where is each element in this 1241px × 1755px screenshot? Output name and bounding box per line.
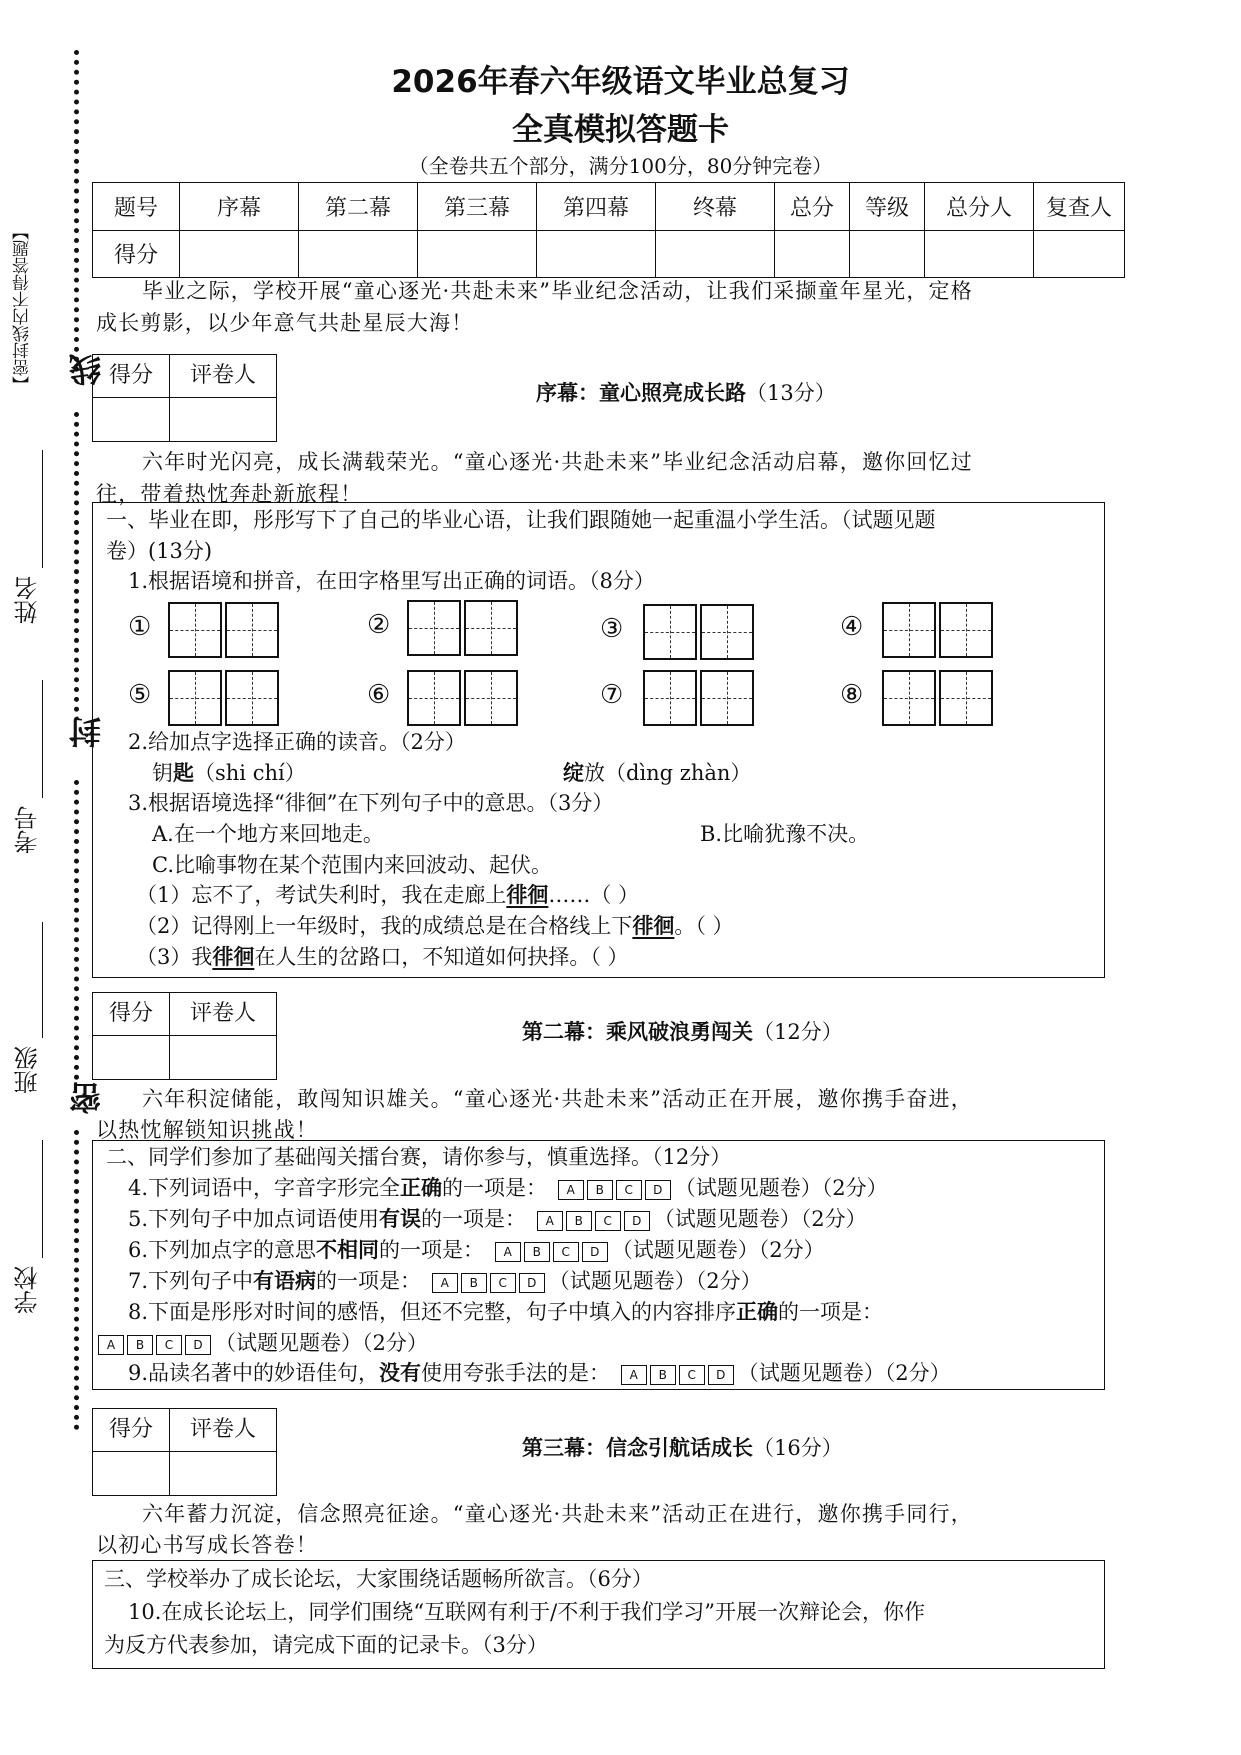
q3-option-b: B.比喻犹豫不决。 [700,822,870,846]
option-a-box[interactable]: A [495,1242,521,1262]
exam-note: （全卷共五个部分，满分100分，80分钟完卷） [408,154,833,178]
option-d-box[interactable]: D [645,1180,671,1200]
q3-item[interactable]: （3）我徘徊在人生的岔路口，不知道如何抉择。（ ） [136,945,629,969]
section3-intro-line-2: 以初心书写成长答卷！ [96,1533,318,1557]
grader-reviewer-label: 评卷人 [189,1417,256,1442]
school-underline[interactable] [42,1140,43,1258]
class-label: 班级 [14,1046,42,1094]
section2-intro-line-2: 以热忱解锁知识挑战！ [96,1118,318,1142]
tianzige-cell[interactable] [464,600,518,656]
exam-number-underline[interactable] [42,680,43,798]
blank-number: ① [128,612,152,642]
seal-dotted-line-mid1 [74,412,79,712]
score-header-cell: 第四幕 [537,183,656,231]
score-row-label: 得分 [93,230,180,278]
blank-number: ⑦ [600,680,624,710]
tianzige-cell[interactable] [407,600,461,656]
seal-dotted-line-mid2 [74,780,79,1080]
section3-intro-line-1: 六年蓄力沉淀，信念照亮征途。“童心逐光·共赴未来”活动正在进行，邀你携手同行， [142,1502,973,1526]
q7-options [432,1273,545,1293]
section3-title: 第三幕：信念引航话成长（16分） [522,1436,843,1460]
grader-box-s3 [92,1408,277,1496]
option-d-box[interactable]: D [519,1273,545,1293]
option-c-box[interactable]: C [156,1335,182,1355]
seal-line-char: 线 [68,354,106,386]
blank-number: ③ [600,614,624,644]
tianzige-cell[interactable] [882,670,936,726]
name-underline[interactable] [42,450,43,568]
seal-dotted-line-bottom [74,1130,79,1430]
blank-number: ⑥ [367,680,391,710]
school-label: 学校 [14,1266,42,1314]
tianzige-cell[interactable] [168,602,222,658]
score-cell[interactable] [1034,230,1125,278]
q1-prompt: 1.根据语境和拼音，在田字格里写出正确的词语。（8分） [128,569,655,593]
q3-option-a: A.在一个地方来回地走。 [152,822,384,846]
score-header-cell: 复查人 [1034,183,1125,231]
score-header-cell: 终幕 [656,183,775,231]
score-table-header-row [93,183,1125,231]
grader-reviewer-label: 评卷人 [189,1001,256,1026]
score-table-score-row [93,230,1125,278]
q3-option-c: C.比喻事物在某个范围内来回波动、起伏。 [152,853,552,877]
score-cell[interactable] [656,230,775,278]
q5-line: 5.下列句子中加点词语使用有误的一项是： A B C D （试题见题卷）（2分） [128,1207,867,1231]
q8-options [98,1335,211,1355]
option-b-box[interactable]: B [587,1180,613,1200]
tianzige-cell[interactable] [700,670,754,726]
option-d-box[interactable]: D [708,1365,734,1385]
blank-number: ⑧ [840,680,864,710]
score-table [92,182,1125,278]
q6-options [495,1242,608,1262]
option-c-box[interactable]: C [595,1211,621,1231]
option-b-box[interactable]: B [566,1211,592,1231]
q4-options [558,1180,671,1200]
exam-title: 2026年春六年级语文毕业总复习 [391,64,850,100]
option-b-box[interactable]: B [127,1335,153,1355]
option-b-box[interactable]: B [524,1242,550,1262]
tianzige-cell[interactable] [939,602,993,658]
section2-title: 第二幕：乘风破浪勇闯关（12分） [522,1020,843,1044]
score-header-cell: 第二幕 [299,183,418,231]
score-header-cell: 第三幕 [418,183,537,231]
score-cell[interactable] [850,230,925,278]
option-c-box[interactable]: C [616,1180,642,1200]
grader-score-label: 得分 [108,1001,153,1026]
intro-line-2: 成长剪影，以少年意气共赴星辰大海！ [96,311,474,335]
option-c-box[interactable]: C [679,1365,705,1385]
section1-intro-line-1: 六年时光闪亮，成长满载荣光。“童心逐光·共赴未来”毕业纪念活动启幕，邀你回忆过 [142,450,973,474]
option-a-box[interactable]: A [432,1273,458,1293]
score-cell[interactable] [299,230,418,278]
blank-number: ⑤ [128,680,152,710]
option-d-box[interactable]: D [582,1242,608,1262]
q-part3-head: 三、学校举办了成长论坛，大家围绕话题畅所欲言。（6分） [104,1567,653,1591]
exam-number-label: 考号 [14,806,42,854]
tianzige-cell[interactable] [643,604,697,660]
q10-line-2: 为反方代表参加，请完成下面的记录卡。（3分） [104,1633,548,1657]
option-a-box[interactable]: A [537,1211,563,1231]
grader-box-s2 [92,992,277,1080]
q9-options [621,1365,734,1385]
tianzige-cell[interactable] [225,602,279,658]
q3-item[interactable]: （2）记得刚上一年级时，我的成绩总是在合格线上下徘徊。（ ） [136,914,734,938]
q8-line-2: A B C D （试题见题卷）（2分） [98,1328,428,1358]
q9-line: 9.品读名著中的妙语佳句，没有使用夸张手法的是： A B C D （试题见题卷）（2分） [128,1361,951,1385]
blank-number: ④ [840,612,864,642]
name-label: 姓名 [14,576,42,624]
q4-line: 4.下列词语中，字音字形完全正确的一项是： A B C D （试题见题卷）（2分） [128,1176,888,1200]
grader-score-label: 得分 [108,1417,153,1442]
score-header-cell: 总分 [775,183,850,231]
q2-item-b: 绽放（dìng zhàn） [563,761,752,785]
section1-title: 序幕：童心照亮成长路（13分） [536,381,836,405]
option-d-box[interactable]: D [185,1335,211,1355]
seal-note: 【密封线内不得答题】 [13,223,33,393]
grader-score-label: 得分 [108,363,153,388]
option-a-box[interactable]: A [98,1335,124,1355]
score-header-cell: 总分人 [925,183,1034,231]
q10-line-1: 10.在成长论坛上，同学们围绕“互联网有利于/不利于我们学习”开展一次辩论会，你作 [128,1600,925,1624]
q2-item-a: 钥匙（shi chí） [152,761,306,785]
tianzige-cell[interactable] [464,670,518,726]
section2-intro-line-1: 六年积淀储能，敢闯知识雄关。“童心逐光·共赴未来”活动正在开展，邀你携手奋进， [142,1087,973,1111]
option-a-box[interactable]: A [558,1180,584,1200]
option-b-box[interactable]: B [650,1365,676,1385]
tianzige-cell[interactable] [882,602,936,658]
section1-intro-line-2: 往，带着热忱奔赴新旅程！ [96,482,363,506]
score-cell[interactable] [775,230,850,278]
q7-line: 7.下列句子中有语病的一项是： A B C D （试题见题卷）（2分） [128,1269,762,1293]
tianzige-cell[interactable] [643,670,697,726]
tianzige-cell[interactable] [407,670,461,726]
q3-prompt: 3.根据语境选择“徘徊”在下列句子中的意思。（3分） [128,791,614,815]
blank-number: ② [367,610,391,640]
grader-reviewer-label: 评卷人 [189,363,256,388]
score-cell[interactable] [537,230,656,278]
option-a-box[interactable]: A [621,1365,647,1385]
grader-box-s1 [92,354,277,442]
seal-feng-char: 封 [68,716,106,748]
score-cell[interactable] [180,230,299,278]
q3-item[interactable]: （1）忘不了，考试失利时，我在走廊上徘徊……（ ） [136,883,640,907]
q-part1-head-line-1: 一、毕业在即，彤彤写下了自己的毕业心语，让我们跟随她一起重温小学生活。（试题见题 [106,508,936,532]
score-cell[interactable] [925,230,1034,278]
option-d-box[interactable]: D [624,1211,650,1231]
score-header-cell: 序幕 [180,183,299,231]
option-b-box[interactable]: B [461,1273,487,1293]
option-c-box[interactable]: C [553,1242,579,1262]
q8-line-1: 8.下面是彤彤对时间的感悟，但还不完整，句子中填入的内容排序正确的一项是： [128,1300,884,1324]
tianzige-cell[interactable] [168,670,222,726]
class-underline[interactable] [42,922,43,1038]
q-part2-head: 二、同学们参加了基础闯关擂台赛，请你参与，慎重选择。（12分） [106,1145,732,1169]
score-header-cell: 等级 [850,183,925,231]
tianzige-cell[interactable] [225,670,279,726]
q2-prompt: 2.给加点字选择正确的读音。（2分） [128,730,466,754]
q6-line: 6.下列加点字的意思不相同的一项是： A B C D （试题见题卷）（2分） [128,1238,825,1262]
q-part1-head-line-2: 卷）(13分) [106,539,213,563]
tianzige-cell[interactable] [700,604,754,660]
score-cell[interactable] [418,230,537,278]
exam-subtitle: 全真模拟答题卡 [512,112,729,148]
tianzige-cell[interactable] [939,670,993,726]
score-header-cell: 题号 [93,183,180,231]
seal-mi-char: 密 [68,1082,106,1114]
q5-options [537,1211,650,1231]
intro-line-1: 毕业之际，学校开展“童心逐光·共赴未来”毕业纪念活动，让我们采撷童年星光，定格 [142,279,973,303]
option-c-box[interactable]: C [490,1273,516,1293]
